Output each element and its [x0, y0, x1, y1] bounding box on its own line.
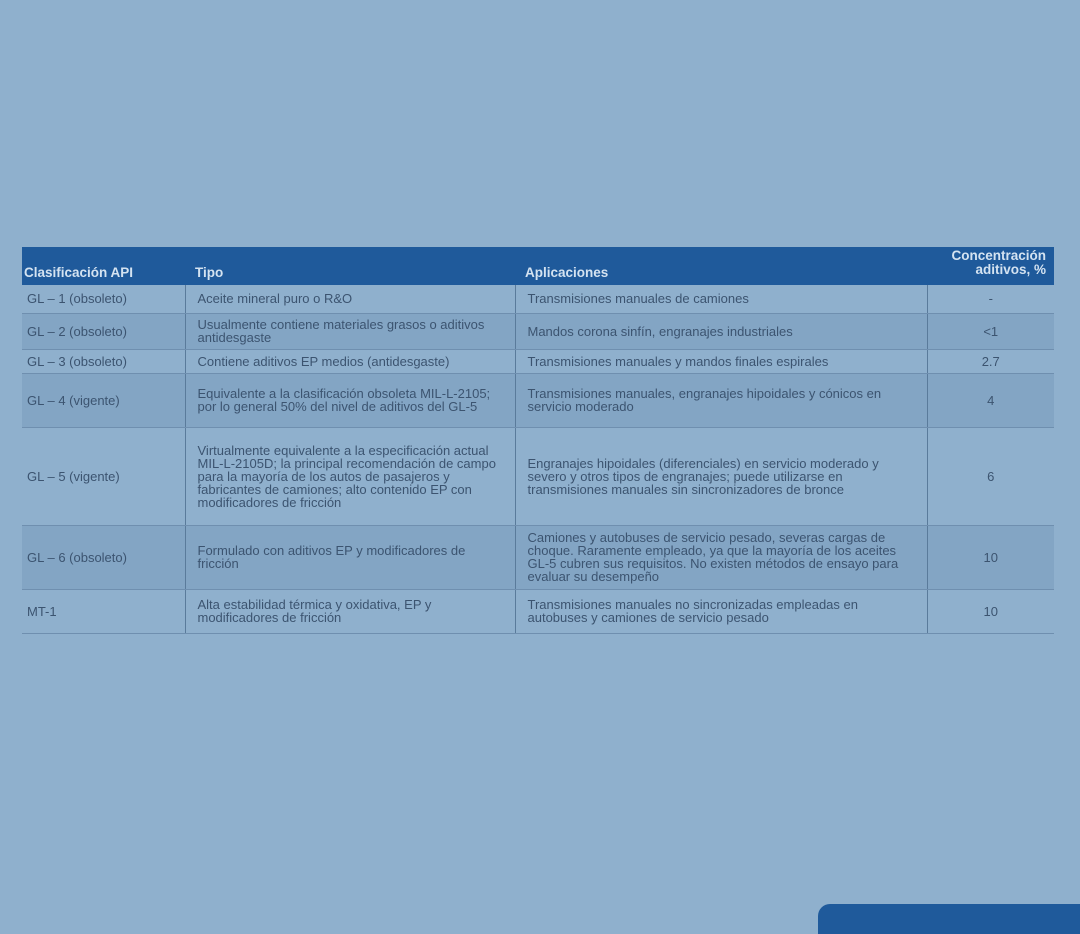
cell-type: Aceite mineral puro o R&O [185, 285, 515, 313]
bottom-corner-tab [818, 904, 1080, 934]
cell-type: Virtualmente equivalente a la especificación actual MIL-L-2105D; la principal recomendación de campo para la mayoría de los autos de pasajeros y fabricantes de camiones; alto contenido EP con modificadores de fricción [185, 427, 515, 525]
cell-concentration: 10 [927, 525, 1054, 589]
cell-classification: GL – 1 (obsoleto) [22, 285, 185, 313]
cell-classification: GL – 3 (obsoleto) [22, 349, 185, 373]
cell-type: Usualmente contiene materiales grasos o aditivos antidesgaste [185, 313, 515, 349]
cell-type: Formulado con aditivos EP y modificadores de fricción [185, 525, 515, 589]
cell-type: Alta estabilidad térmica y oxidativa, EP y modificadores de fricción [185, 589, 515, 633]
cell-applications: Transmisiones manuales de camiones [515, 285, 927, 313]
cell-applications: Transmisiones manuales y mandos finales espirales [515, 349, 927, 373]
header-applications: Aplicaciones [525, 265, 609, 280]
cell-concentration: 4 [927, 373, 1054, 427]
cell-concentration: 10 [927, 589, 1054, 633]
cell-concentration: 2.7 [927, 349, 1054, 373]
cell-classification: GL – 2 (obsoleto) [22, 313, 185, 349]
table-row [22, 349, 1054, 373]
cell-applications: Transmisiones manuales, engranajes hipoidales y cónicos en servicio moderado [515, 373, 927, 427]
table-row [22, 427, 1054, 525]
table-row [22, 285, 1054, 313]
cell-classification: GL – 6 (obsoleto) [22, 525, 185, 589]
cell-classification: GL – 4 (vigente) [22, 373, 185, 427]
cell-applications: Transmisiones manuales no sincronizadas empleadas en autobuses y camiones de servicio pesado [515, 589, 927, 633]
header-classification: Clasificación API [24, 265, 134, 280]
header-concentration: Concentración aditivos, % [951, 248, 1046, 277]
table-header-row [22, 247, 1054, 285]
table-row [22, 525, 1054, 589]
cell-concentration: <1 [927, 313, 1054, 349]
cell-type: Equivalente a la clasificación obsoleta MIL-L-2105; por lo general 50% del nivel de aditivos del GL-5 [185, 373, 515, 427]
cell-concentration: - [927, 285, 1054, 313]
cell-concentration: 6 [927, 427, 1054, 525]
api-classification-table [22, 247, 1054, 634]
table-row [22, 373, 1054, 427]
cell-type: Contiene aditivos EP medios (antidesgaste) [185, 349, 515, 373]
table-row [22, 589, 1054, 633]
cell-classification: MT-1 [22, 589, 185, 633]
table-row [22, 313, 1054, 349]
cell-classification: GL – 5 (vigente) [22, 427, 185, 525]
cell-applications: Engranajes hipoidales (diferenciales) en servicio moderado y severo y otros tipos de engranajes; puede utilizarse en transmisiones manuales sin sincronizadores de bronce [515, 427, 927, 525]
cell-applications: Camiones y autobuses de servicio pesado, severas cargas de choque. Raramente empleado, ya que la mayoría de los aceites GL-5 cubren sus requisitos. No existen métodos de ensayo para evaluar su desempeño [515, 525, 927, 589]
cell-applications: Mandos corona sinfín, engranajes industriales [515, 313, 927, 349]
header-type: Tipo [195, 265, 224, 280]
